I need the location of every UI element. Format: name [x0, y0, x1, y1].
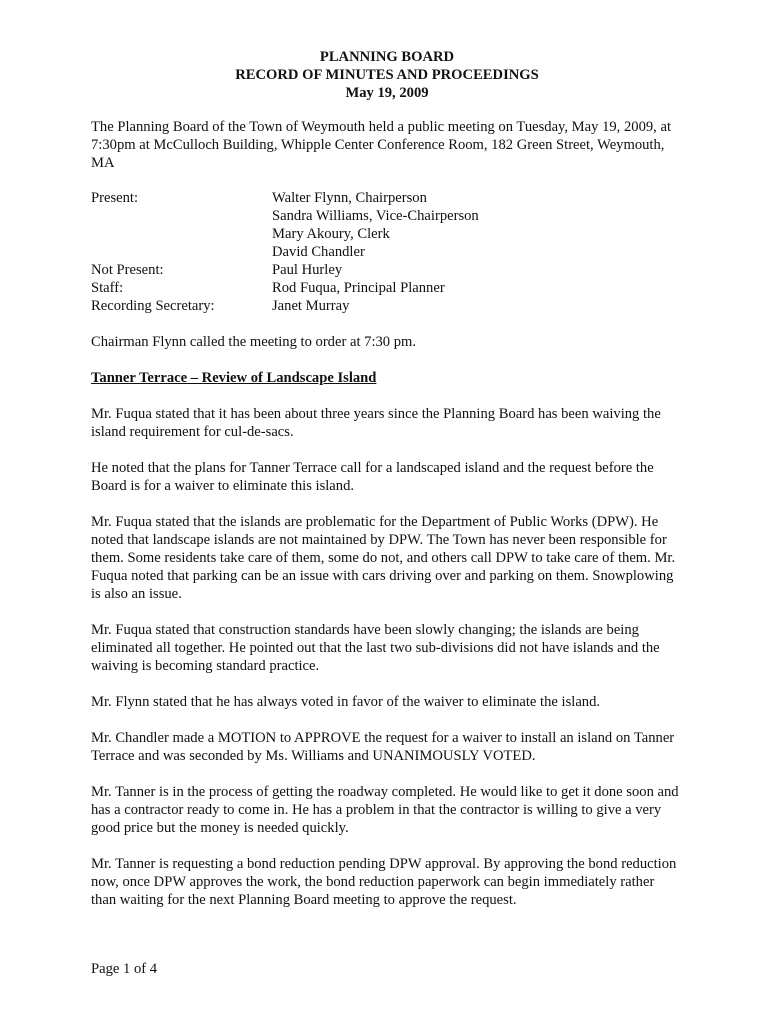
roster-label	[91, 243, 272, 261]
document-title: RECORD OF MINUTES AND PROCEEDINGS	[235, 67, 539, 83]
roster-value: Sandra Williams, Vice-Chairperson	[272, 208, 479, 224]
roster-label: Staff:	[91, 280, 124, 296]
document-page	[91, 48, 683, 909]
roster-label: Present:	[91, 190, 139, 206]
meeting-date: May 19, 2009	[345, 85, 429, 101]
section-heading: Tanner Terrace – Review of Landscape Island	[91, 370, 377, 386]
call-to-order: Chairman Flynn called the meeting to order at 7:30 pm.	[91, 334, 417, 350]
body-paragraph: Mr. Fuqua stated that construction standards have been slowly changing; the islands are being eliminated all together. He pointed out that the last two sub-divisions did not have islands and the waiving is becoming standard practice.	[91, 622, 660, 674]
body-paragraph: Mr. Chandler made a MOTION to APPROVE the request for a waiver to install an island on Tanner Terrace and was seconded by Ms. Williams and UNANIMOUSLY VOTED.	[91, 730, 675, 764]
document-header	[91, 48, 683, 102]
body-paragraph: Mr. Tanner is in the process of getting the roadway completed. He would like to get it done soon and has a contractor ready to come in. He has a problem in that the contractor is willing to give a very good price but the money is needed quickly.	[91, 784, 679, 836]
roster-label: Not Present:	[91, 262, 164, 278]
roster-label: Recording Secretary:	[91, 298, 215, 314]
body-paragraph: Mr. Fuqua stated that the islands are problematic for the Department of Public Works (DPW). He noted that landscape islands are not maintained by DPW. The Town has never been responsible for them. Some residents take care of them, some do not, and others call DPW to take care of them. Mr. Fuqua noted that parking can be an issue with cars driving over and parking on them. Snowplowing is also an issue.	[91, 514, 676, 602]
roster-value: Paul Hurley	[272, 262, 343, 278]
roster-value: Rod Fuqua, Principal Planner	[272, 280, 445, 296]
roster-value: Walter Flynn, Chairperson	[272, 190, 427, 206]
roster-label	[91, 207, 272, 225]
attendance-roster	[91, 189, 683, 315]
roster-label	[91, 225, 272, 243]
intro-paragraph: The Planning Board of the Town of Weymouth held a public meeting on Tuesday, May 19, 2009, at 7:30pm at McCulloch Building, Whipple Center Conference Room, 182 Green Street, Weymouth, MA	[91, 119, 671, 171]
roster-value: David Chandler	[272, 244, 365, 260]
board-title: PLANNING BOARD	[319, 49, 455, 65]
body-paragraph: Mr. Tanner is requesting a bond reduction pending DPW approval. By approving the bond reduction now, once DPW approves the work, the bond reduction paperwork can begin immediately rather than waiting for the next Planning Board meeting to approve the request.	[91, 856, 677, 908]
roster-value: Mary Akoury, Clerk	[272, 226, 390, 242]
page-number: Page 1 of 4	[91, 961, 158, 977]
roster-value: Janet Murray	[272, 298, 350, 314]
body-paragraph: He noted that the plans for Tanner Terrace call for a landscaped island and the request before the Board is for a waiver to eliminate this island.	[91, 460, 654, 494]
body-paragraph: Mr. Fuqua stated that it has been about three years since the Planning Board has been waiving the island requirement for cul-de-sacs.	[91, 406, 661, 440]
body-paragraph: Mr. Flynn stated that he has always voted in favor of the waiver to eliminate the island.	[91, 694, 601, 710]
